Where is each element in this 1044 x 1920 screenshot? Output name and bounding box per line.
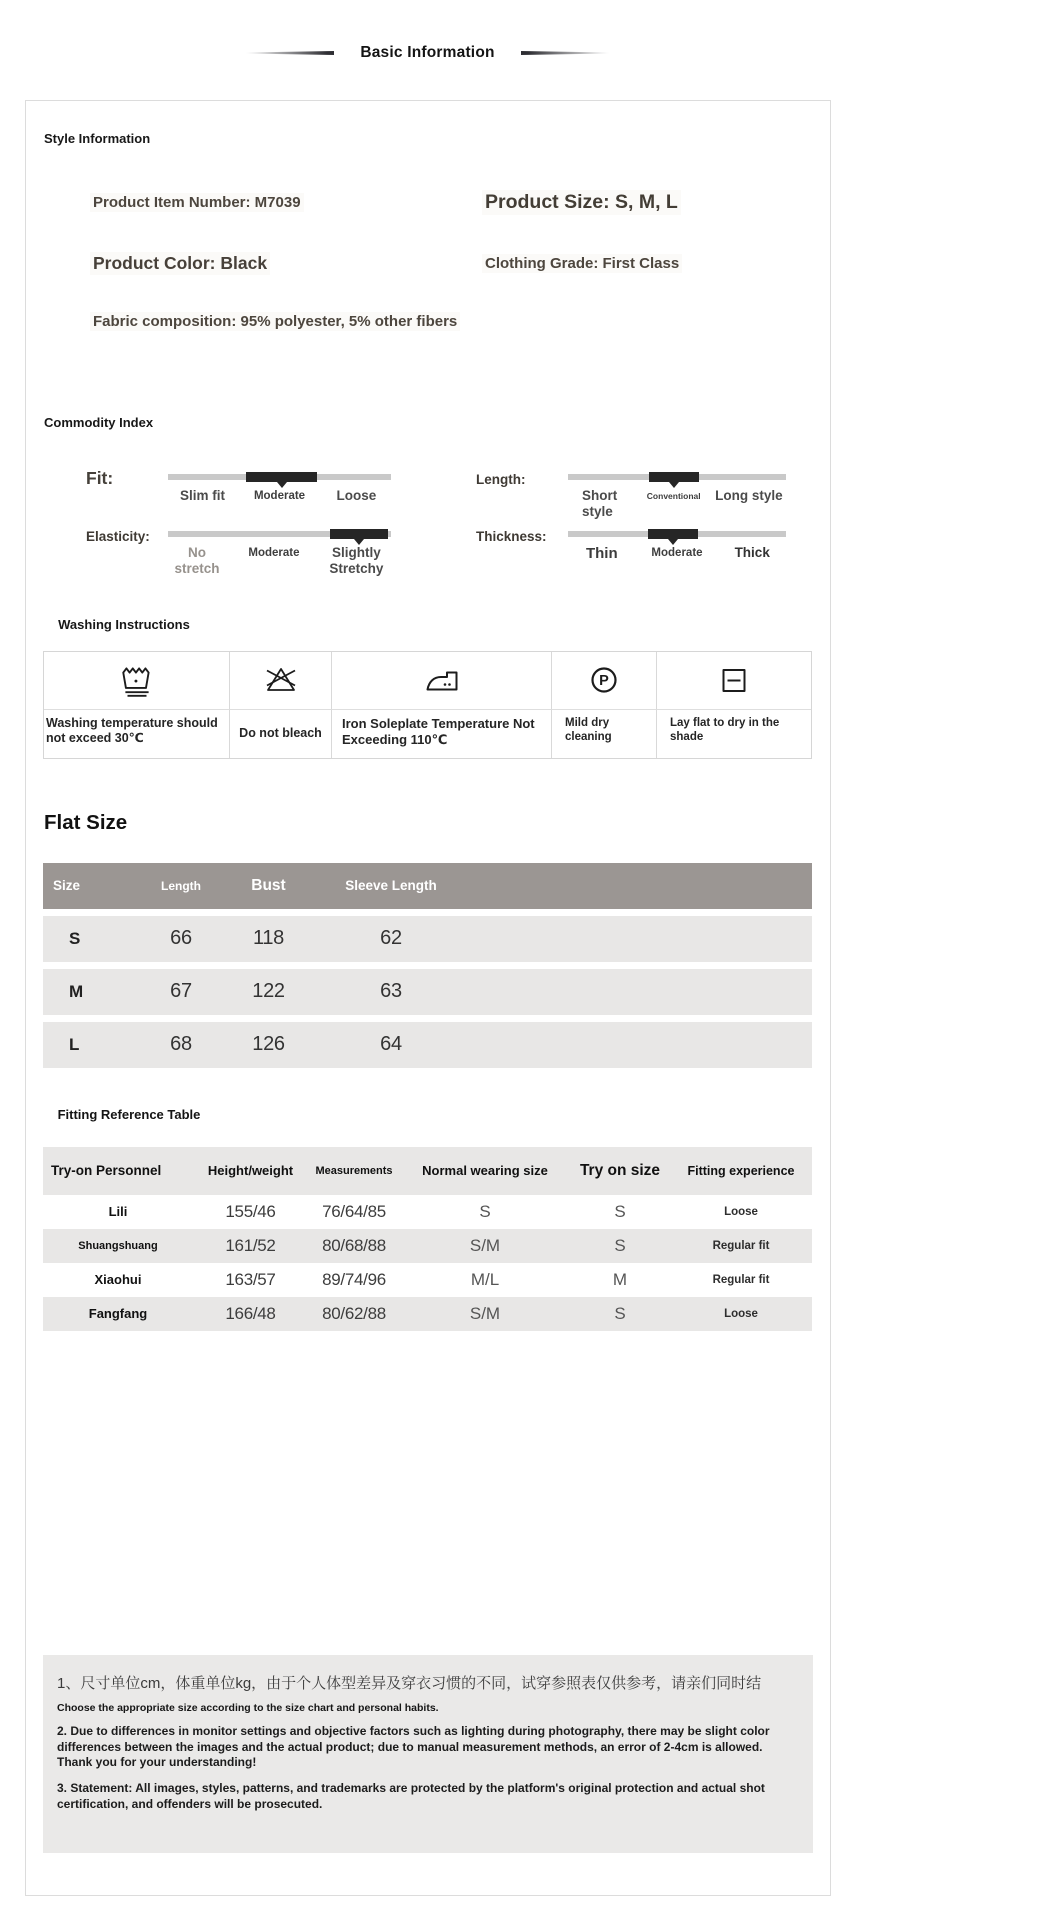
table-row	[43, 1022, 812, 1068]
slider-length	[476, 472, 830, 529]
table-cell: S	[614, 1201, 626, 1221]
table-cell: 76/64/85	[322, 1201, 386, 1221]
slider-elasticity	[26, 529, 476, 586]
table-row	[43, 916, 812, 962]
slider-thickness-label: Thickness:	[476, 529, 547, 544]
slider-fit-label: Fit:	[86, 468, 114, 488]
slider-thickness-track	[568, 531, 786, 537]
product-color: Product Color: Black	[90, 252, 270, 275]
column-header: Bust	[251, 876, 286, 894]
table-cell: S/M	[469, 1303, 501, 1323]
slider-elasticity-option-active: Slightly Stretchy	[329, 545, 384, 576]
slider-fit-indicator	[246, 472, 317, 482]
table-cell: Fangfang	[88, 1306, 148, 1322]
table-cell: S	[69, 928, 81, 948]
commodity-index-sliders	[26, 468, 830, 586]
table-row	[43, 1195, 812, 1229]
table-row	[43, 969, 812, 1015]
svg-text:P: P	[599, 673, 609, 690]
table-cell: 163/57	[225, 1269, 276, 1289]
table-cell: 63	[380, 980, 402, 1003]
table-cell: S	[614, 1303, 626, 1323]
dry-clean-p-icon	[552, 652, 657, 710]
column-header: Normal wearing size	[422, 1163, 548, 1179]
header-divider-left	[246, 51, 334, 55]
slider-length-option-active: Conventional	[646, 491, 701, 501]
wash-caption: Washing temperature should not exceed 30℃	[44, 710, 230, 758]
table-cell: Regular fit	[712, 1239, 770, 1252]
wash-caption: Do not bleach	[230, 710, 332, 758]
table-cell: 67	[170, 980, 192, 1003]
table-cell: 161/52	[225, 1235, 276, 1255]
table-cell: L	[69, 1034, 80, 1054]
table-cell: 62	[380, 927, 402, 950]
slider-elasticity-option: Moderate	[248, 547, 300, 559]
table-cell: Loose	[724, 1307, 758, 1320]
table-row	[43, 1297, 812, 1331]
table-cell: 80/62/88	[322, 1303, 386, 1323]
slider-thickness	[476, 529, 830, 586]
column-header: Length	[161, 878, 201, 893]
slider-length-label: Length:	[476, 472, 526, 487]
column-header: Try on size	[579, 1161, 661, 1179]
header-divider-right	[521, 51, 609, 55]
table-cell: S	[614, 1235, 626, 1255]
table-cell: 155/46	[225, 1201, 276, 1221]
fitting-reference-table	[43, 1147, 812, 1331]
table-cell: Regular fit	[712, 1273, 770, 1286]
page-title: Basic Information	[360, 44, 495, 61]
note-size-units-en: Choose the appropriate size according to the size chart and personal habits.	[57, 1701, 439, 1714]
style-information-grid	[90, 190, 830, 331]
product-item-number: Product Item Number: M7039	[90, 193, 304, 212]
clothing-grade: Clothing Grade: First Class	[482, 254, 682, 273]
table-cell: M	[612, 1269, 628, 1289]
product-info-card	[25, 100, 831, 1896]
column-header: Sleeve Length	[345, 878, 437, 894]
slider-length-track	[568, 474, 786, 480]
slider-elasticity-option: No stretch	[174, 545, 220, 576]
table-cell: 80/68/88	[322, 1235, 386, 1255]
column-header: Size	[53, 878, 81, 894]
fabric-composition: Fabric composition: 95% polyester, 5% other fibers	[90, 312, 460, 331]
column-header: Measurements	[315, 1164, 393, 1177]
slider-fit-option: Slim fit	[180, 488, 226, 503]
column-header: Height/weight	[207, 1163, 294, 1179]
table-cell: Shuangshuang	[78, 1239, 158, 1252]
slider-thickness-indicator	[648, 529, 698, 539]
slider-length-indicator	[649, 472, 699, 482]
table-cell: 68	[170, 1033, 192, 1056]
slider-length-option: Short style	[582, 488, 618, 519]
column-header: Fitting experience	[687, 1163, 795, 1178]
table-cell: M/L	[470, 1269, 500, 1289]
wash-caption: Mild dry cleaning	[552, 710, 657, 758]
washing-instructions-table	[43, 651, 812, 759]
iron-icon	[332, 652, 552, 710]
slider-length-option: Long style	[715, 488, 783, 503]
wash-caption: Lay flat to dry in the shade	[670, 716, 780, 744]
commodity-index-title: Commodity Index	[44, 415, 154, 430]
slider-fit-option-active: Moderate	[253, 490, 306, 502]
column-header: Try-on Personnel	[51, 1163, 162, 1179]
flat-size-table	[43, 863, 812, 1068]
notes-box	[43, 1655, 813, 1853]
table-cell: Xiaohui	[94, 1272, 142, 1288]
fitting-reference-title: Fitting Reference Table	[57, 1106, 201, 1122]
slider-thickness-option: Thin	[585, 545, 618, 562]
style-information-title: Style Information	[44, 131, 151, 146]
washing-instructions-title: Washing Instructions	[58, 617, 190, 632]
table-cell: M	[69, 981, 84, 1001]
slider-fit	[26, 468, 476, 529]
flat-size-title: Flat Size	[44, 810, 128, 834]
table-row	[43, 1229, 812, 1263]
table-cell: 64	[380, 1033, 402, 1056]
table-cell: 122	[252, 980, 285, 1003]
slider-thickness-option-active: Moderate	[651, 547, 703, 559]
slider-fit-track	[168, 474, 391, 480]
table-cell: S	[479, 1201, 491, 1221]
dry-flat-icon	[657, 652, 811, 710]
slider-elasticity-label: Elasticity:	[86, 529, 150, 544]
wash-30-icon	[44, 652, 230, 710]
note-size-units-cn: 1、尺寸单位cm，体重单位kg，由于个人体型差异及穿衣习惯的不同，试穿参照表仅供参考，请亲们同时结	[57, 1674, 762, 1692]
table-cell: Lili	[108, 1204, 128, 1220]
slider-elasticity-track	[168, 531, 391, 537]
basic-information-header	[0, 0, 855, 62]
wash-caption: Iron Soleplate Temperature Not Exceeding 110℃	[332, 710, 552, 758]
slider-elasticity-indicator	[330, 529, 388, 539]
slider-fit-option: Loose	[336, 488, 377, 503]
table-cell: 66	[170, 927, 192, 950]
fitting-header-row	[43, 1147, 812, 1195]
slider-thickness-option: Thick	[734, 545, 770, 560]
product-size: Product Size: S, M, L	[482, 190, 681, 215]
table-cell: 89/74/96	[322, 1269, 386, 1289]
table-cell: 126	[252, 1033, 285, 1056]
note-color-difference: 2. Due to differences in monitor settings and objective factors such as lighting during photography, there may be slight color differences between the images and the actual product; due to manual measurement methods, an error of 2-4cm is allowed. Thank you for your understanding!	[57, 1723, 770, 1770]
table-cell: Loose	[724, 1205, 758, 1218]
table-row	[43, 1263, 812, 1297]
table-cell: S/M	[469, 1235, 501, 1255]
table-cell: 166/48	[225, 1303, 276, 1323]
note-statement: 3. Statement: All images, styles, patterns, and trademarks are protected by the platform's original protection and actual shot certification, and offenders will be prosecuted.	[57, 1781, 765, 1811]
flat-size-header-row	[43, 863, 812, 909]
table-cell: 118	[253, 927, 284, 950]
do-not-bleach-icon	[230, 652, 332, 710]
